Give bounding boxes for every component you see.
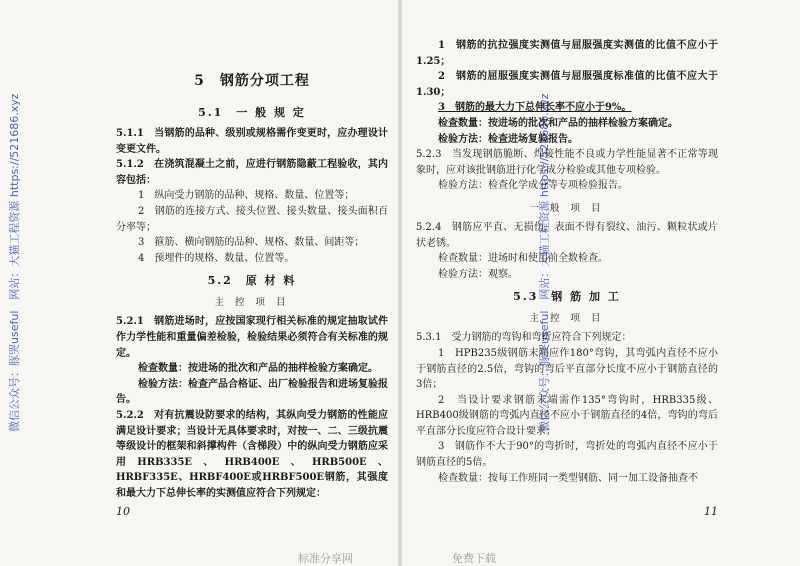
section-5-1-heading: 5.1 一 般 规 定 <box>198 106 306 119</box>
chapter-title: 5 钢筋分项工程 <box>194 73 310 89</box>
check-method: 检验方法：检查化学成分等专项检验报告。 <box>438 180 628 192</box>
check-method: 检验方法：检查产品合格证、出厂检验报告和进场复验报告。 <box>116 378 388 406</box>
clause-5-1-2: 5.1.2 在浇筑混凝土之前，应进行钢筋隐蔽工程验收，其内容包括： <box>116 159 388 186</box>
clause-5-3-1: 5.3.1 受力钢筋的弯钩和弯折应符合下列规定： <box>416 332 632 344</box>
list-item: 1 纵向受力钢筋的品种、规格、数量、位置等； <box>138 190 355 202</box>
footer-site-link[interactable]: 标准分享网 <box>298 552 353 565</box>
requirement-item: 1 钢筋的抗拉强度实测值与屈服强度实测值的比值不应小于1.25； <box>416 40 718 67</box>
subheading-main-control: 主 控 项 目 <box>529 313 605 325</box>
check-quantity: 检查数量：按进场的批次和产品的抽样检验方案确定。 <box>438 117 678 129</box>
left-page <box>0 0 400 540</box>
check-method: 检验方法：观察。 <box>438 268 518 280</box>
page-number-left: 10 <box>116 505 130 518</box>
footer-download-link[interactable]: 免费下载 <box>452 552 496 565</box>
clause-5-2-3: 5.2.3 当发现钢筋脆断、焊接性能不良或力学性能显著不正常等现象时，应对该批钢筋进行化学成分检验或其他专项检验。 <box>416 149 718 176</box>
subheading-general: 一 般 项 目 <box>529 202 605 214</box>
right-page <box>400 0 800 540</box>
list-item: 3 箍筋、横向钢筋的品种、规格、数量、间距等； <box>138 237 365 249</box>
list-item: 3 钢筋作不大于90°的弯折时，弯折处的弯弧内直径不应小于钢筋直径的5倍。 <box>416 441 718 469</box>
list-item: 2 钢筋的连接方式、接头位置、接头数量、接头面积百分率等； <box>116 205 388 233</box>
section-5-2-heading: 5.2 原 材 料 <box>207 274 297 288</box>
list-item: 1 HPB235级钢筋末端应作180°弯钩，其弯弧内直径不应小于钢筋直径的2.5倍，弯钩的弯后平直部分长度不应小于钢筋直径的3倍； <box>416 347 718 391</box>
clause-5-2-1: 5.2.1 钢筋进场时，应按国家现行相关标准的规定抽取试件作力学性能和重量偏差检验，检验结果必须符合有关标准的规定。 <box>116 316 388 359</box>
requirement-item: 3 钢筋的最大力下总伸长率不应小于9%。 <box>438 102 632 114</box>
clause-5-2-4: 5.2.4 钢筋应平直、无损伤，表面不得有裂纹、油污、颗粒状或片状老锈。 <box>416 221 718 249</box>
requirement-item: 2 钢筋的屈服强度实测值与屈服强度标准值的比值不应大于1.30； <box>416 71 718 98</box>
section-5-3-heading: 5.3 钢 筋 加 工 <box>513 290 621 304</box>
check-method: 检验方法：检查进场复验报告。 <box>438 133 578 145</box>
watermark-left: 微信公众号：豚哭useful 网站：大猫工程资源 https://521686.xyz <box>8 93 21 432</box>
list-item: 2 当设计要求钢筋末端需作135°弯钩时，HRB335级、HRB400级钢筋的弯弧内直径不应小于钢筋直径的4倍，弯钩的弯后平直部分长度应符合设计要求； <box>416 394 718 437</box>
clause-5-2-2: 5.2.2 对有抗震设防要求的结构，其纵向受力钢筋的性能应满足设计要求；当设计无具体要求时，对按一、二、三级抗震等级设计的框架和斜撑构件（含梯段）中的纵向受力钢筋应采用HRB335E、HRB400E、HRB500E、HRBF335E、HRBF400E或HRBF500E钢筋，其强度和最大力下总伸长率的实测值应符合下列规定： <box>116 409 388 499</box>
list-item: 4 预埋件的规格、数量、位置等。 <box>138 252 295 264</box>
page-number-right: 11 <box>704 505 718 518</box>
check-quantity: 检查数量：按每工作班同一类型钢筋、同一加工设备抽查不 <box>438 472 698 484</box>
subheading-main-control: 主 控 项 目 <box>214 297 290 309</box>
watermark-right: 微信公众号：豚哭useful 网站：大猫工程资源 https://521686.xyz <box>538 93 551 432</box>
check-quantity: 检查数量：进场时和使用前全数检查。 <box>438 253 608 265</box>
clause-5-1-1: 5.1.1 当钢筋的品种、级别或规格需作变更时，应办理设计变更文件。 <box>116 128 388 155</box>
check-quantity: 检查数量：按进场的批次和产品的抽样检验方案确定。 <box>138 363 378 375</box>
